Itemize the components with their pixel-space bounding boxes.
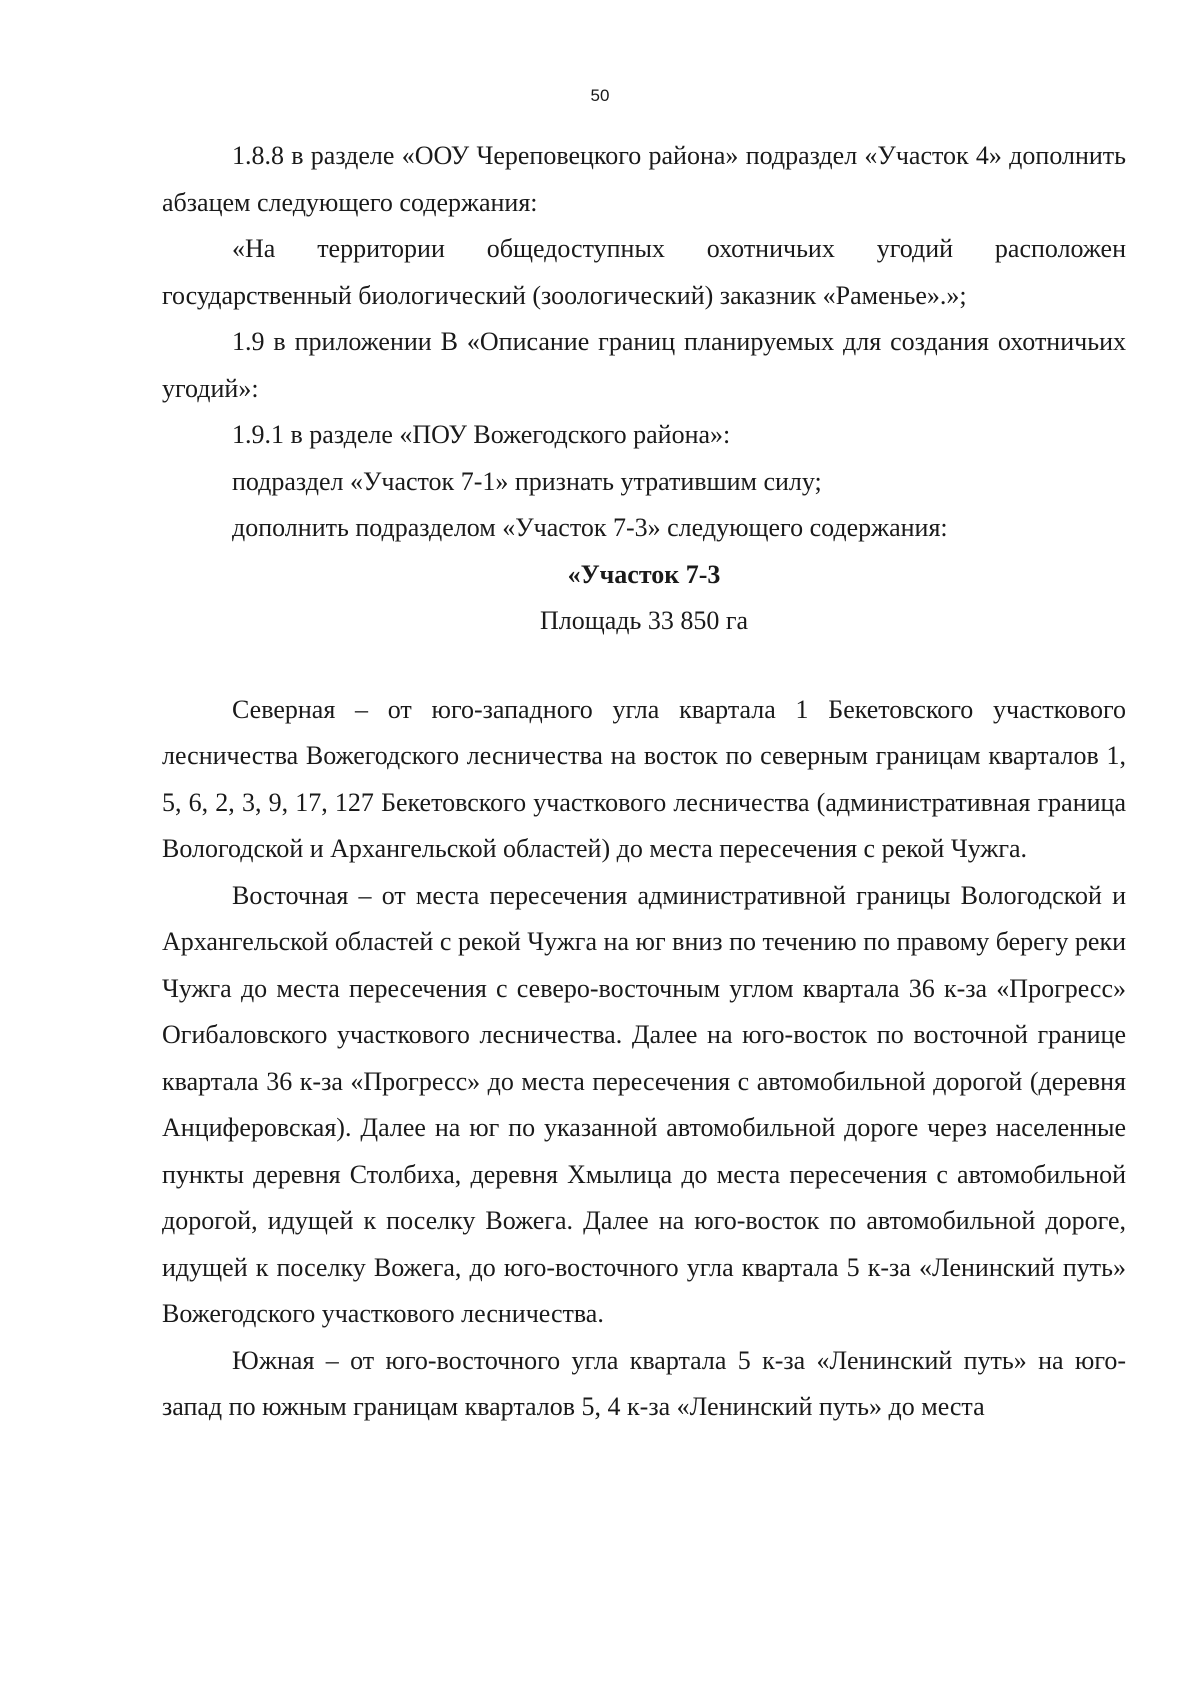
document-body [162, 133, 1126, 1431]
paragraph-quote-ramenye: «На территории общедоступных охотничьих угодий расположен государственный биологический (зоологический) заказник «Раменье».»; [162, 234, 1126, 310]
boundary-north: Северная – от юго-западного угла квартала 1 Бекетовского участкового лесничества Вожегодского лесничества на восток по северным границам кварталов 1, 5, 6, 2, 3, 9, 17, 127 Бекетовского участкового лесничества (административная граница Вологодской и Архангельской областей) до места пересечения с рекой Чужга. [162, 694, 1126, 863]
paragraph-1-9-1: 1.9.1 в разделе «ПОУ Вожегодского района»: [232, 420, 731, 449]
paragraph-add-7-3: дополнить подразделом «Участок 7-3» следующего содержания: [232, 513, 948, 542]
paragraph-1-8-8: 1.8.8 в разделе «ООУ Череповецкого района» подраздел «Участок 4» дополнить абзацем следующего содержания: [162, 141, 1126, 217]
section-title: «Участок 7-3 [567, 559, 721, 589]
spacer [162, 645, 1126, 687]
section-area: Площадь 33 850 га [539, 606, 749, 635]
paragraph-1-9: 1.9 в приложении В «Описание границ планируемых для создания охотничьих угодий»: [162, 327, 1126, 403]
page-number: 50 [590, 86, 610, 105]
boundary-east: Восточная – от места пересечения административной границы Вологодской и Архангельской областей с рекой Чужга на юг вниз по течению по правому берегу реки Чужга до места пересечения с северо-восточным углом квартала 36 к-за «Прогресс» Огибаловского участкового лесничества. Далее на юго-восток по восточной границе квартала 36 к-за «Прогресс» до места пересечения с автомобильной дорогой (деревня Анциферовская). Далее на юг по указанной автомобильной дороге через населенные пункты деревня Столбиха, деревня Хмылица до места пересечения с автомобильной дорогой, идущей к поселку Вожега. Далее на юго-восток по автомобильной дороге, идущей к поселку Вожега, до юго-восточного угла квартала 5 к-за «Ленинский путь» Вожегодского участкового лесничества. [162, 880, 1126, 1328]
paragraph-repeal-7-1: подраздел «Участок 7-1» признать утратившим силу; [232, 466, 822, 496]
boundary-south: Южная – от юго-восточного угла квартала 5 к-за «Ленинский путь» на юго-запад по южным границам кварталов 5, 4 к-за «Ленинский путь» до места [162, 1345, 1126, 1421]
